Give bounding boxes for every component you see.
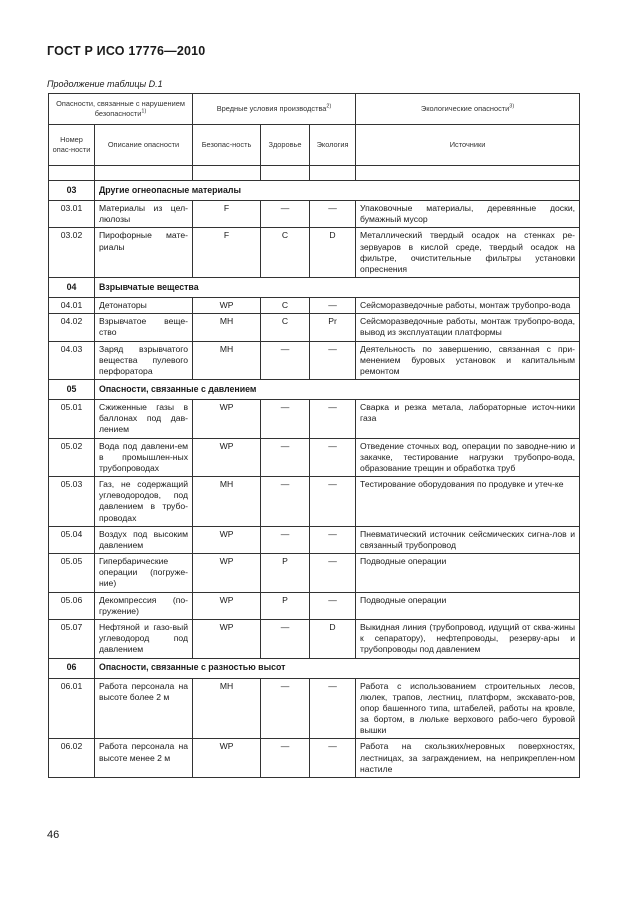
safety-cell: WP <box>193 298 261 314</box>
table-caption: Продолжение таблицы D.1 <box>47 79 163 89</box>
hazard-description: Работа персонала на высоте более 2 м <box>95 678 193 739</box>
ecology-cell: — <box>310 477 356 527</box>
hazard-number: 04.02 <box>49 314 95 341</box>
sources-cell: Выкидная линия (трубопровод, идущий от сква-жины к сепаратору), нефтепроводы, резерву-ары и трубопроводы под давлением <box>356 619 580 658</box>
table-row <box>49 739 580 778</box>
header-ecology: Экология <box>310 125 356 166</box>
safety-cell: WP <box>193 438 261 477</box>
safety-cell: WP <box>193 526 261 553</box>
health-cell: — <box>261 341 310 380</box>
ecology-cell: Pr <box>310 314 356 341</box>
safety-cell: MH <box>193 477 261 527</box>
header-description: Описание опасности <box>95 125 193 166</box>
health-cell: — <box>261 201 310 228</box>
hazard-description: Нефтяной и газо-вый углеводород под давлением <box>95 619 193 658</box>
health-cell: — <box>261 400 310 439</box>
ecology-cell: — <box>310 438 356 477</box>
safety-cell: WP <box>193 619 261 658</box>
safety-cell: F <box>193 201 261 228</box>
sources-cell: Деятельность по завершению, связанная с при-менением буровых установок и капитальным ремонтом <box>356 341 580 380</box>
hazard-number: 05.06 <box>49 592 95 619</box>
health-cell: — <box>261 477 310 527</box>
table-row <box>49 678 580 739</box>
hazard-description: Работа персонала на высоте менее 2 м <box>95 739 193 778</box>
ecology-cell: — <box>310 526 356 553</box>
ecology-cell: — <box>310 298 356 314</box>
sources-cell: Сейсморазведочные работы, монтаж трубопро-вода, вывод из эксплуатации платформы <box>356 314 580 341</box>
ecology-cell: — <box>310 201 356 228</box>
hazard-description: Сжиженные газы в баллонах под дав-лением <box>95 400 193 439</box>
header-safety-hazards: Опасности, связанные с нарушением безопасности$^{1)}$ <box>49 94 193 125</box>
hazard-number: 03.01 <box>49 201 95 228</box>
sources-cell: Металлический твердый осадок на стенках ре-зервуаров в кислой среде, твердый осадок на фильтре, очистительные фильтры установки опреснения <box>356 228 580 278</box>
hazard-description: Газ, не содержащий углеводородов, под давлением в трубо-проводах <box>95 477 193 527</box>
sources-cell: Сейсморазведочные работы, монтаж трубопро-вода <box>356 298 580 314</box>
health-cell: P <box>261 554 310 593</box>
health-cell: — <box>261 438 310 477</box>
hazard-description: Вода под давлени-ем в промышлен-ных трубопроводах <box>95 438 193 477</box>
group-row <box>49 658 580 678</box>
table-row <box>49 438 580 477</box>
hazard-description: Заряд взрывчатого вещества пулевого перфоратора <box>95 341 193 380</box>
group-title: Опасности, связанные с давлением <box>95 380 580 400</box>
safety-cell: MH <box>193 314 261 341</box>
safety-cell: WP <box>193 554 261 593</box>
hazard-description: Взрывчатое веще-ство <box>95 314 193 341</box>
group-code: 05 <box>49 380 95 400</box>
table-row <box>49 477 580 527</box>
health-cell: C <box>261 314 310 341</box>
health-cell: P <box>261 592 310 619</box>
hazard-description: Материалы из цел-люлозы <box>95 201 193 228</box>
hazard-number: 03.02 <box>49 228 95 278</box>
sources-cell: Упаковочные материалы, деревянные доски, бумажный мусор <box>356 201 580 228</box>
table-row <box>49 619 580 658</box>
header-harmful-conditions: Вредные условия производства$^{2)}$ <box>193 94 356 125</box>
health-cell: C <box>261 228 310 278</box>
header-health: Здоровье <box>261 125 310 166</box>
group-row <box>49 380 580 400</box>
hazard-number: 04.03 <box>49 341 95 380</box>
table-row <box>49 201 580 228</box>
table-row <box>49 228 580 278</box>
health-cell: — <box>261 619 310 658</box>
group-code: 04 <box>49 278 95 298</box>
sources-cell: Работа на скользких/неровных поверхностях, лестницах, за заграждением, на неприкреплен-ном настиле <box>356 739 580 778</box>
hazard-number: 06.02 <box>49 739 95 778</box>
hazard-number: 05.01 <box>49 400 95 439</box>
table-row <box>49 554 580 593</box>
hazard-number: 05.02 <box>49 438 95 477</box>
hazard-description: Детонаторы <box>95 298 193 314</box>
table-body <box>49 181 580 778</box>
ecology-cell: — <box>310 678 356 739</box>
safety-cell: MH <box>193 341 261 380</box>
hazard-description: Воздух под высоким давлением <box>95 526 193 553</box>
group-title: Другие огнеопасные материалы <box>95 181 580 201</box>
health-cell: — <box>261 739 310 778</box>
header-number: Номер опас-ности <box>49 125 95 166</box>
group-row <box>49 181 580 201</box>
ecology-cell: — <box>310 592 356 619</box>
header-safety: Безопас-ность <box>193 125 261 166</box>
sources-cell: Сварка и резка метала, лабораторные источ-ники газа <box>356 400 580 439</box>
hazard-table <box>48 93 580 778</box>
sources-cell: Подводные операции <box>356 592 580 619</box>
table-row <box>49 314 580 341</box>
group-title: Опасности, связанные с разностью высот <box>95 658 580 678</box>
safety-cell: F <box>193 228 261 278</box>
hazard-number: 06.01 <box>49 678 95 739</box>
document-title: ГОСТ Р ИСО 17776—2010 <box>47 44 206 58</box>
hazard-description: Декомпрессия (по-гружение) <box>95 592 193 619</box>
hazard-number: 04.01 <box>49 298 95 314</box>
table-row <box>49 526 580 553</box>
table-row <box>49 298 580 314</box>
sources-cell: Работа с использованием строительных лесов, люлек, трапов, лестниц, платформ, экскавато-ров, опор башенного типа, штабелей, работы на кровле, за бортом, в люльке верхового рабо-чего буровой вышки <box>356 678 580 739</box>
hazard-number: 05.03 <box>49 477 95 527</box>
hazard-description: Гипербарические операции (погруже-ние) <box>95 554 193 593</box>
hazard-number: 05.07 <box>49 619 95 658</box>
table-row <box>49 341 580 380</box>
ecology-cell: — <box>310 341 356 380</box>
group-code: 03 <box>49 181 95 201</box>
health-cell: — <box>261 526 310 553</box>
group-row <box>49 278 580 298</box>
page-number: 46 <box>47 829 60 841</box>
sources-cell: Тестирование оборудования по продувке и утеч-ке <box>356 477 580 527</box>
hazard-number: 05.04 <box>49 526 95 553</box>
safety-cell: WP <box>193 592 261 619</box>
health-cell: C <box>261 298 310 314</box>
table-row <box>49 400 580 439</box>
header-ecological-hazards: Экологические опасности$^{3)}$ <box>356 94 580 125</box>
header-sources: Источники <box>356 125 580 166</box>
ecology-cell: — <box>310 554 356 593</box>
sources-cell: Подводные операции <box>356 554 580 593</box>
ecology-cell: D <box>310 619 356 658</box>
group-code: 06 <box>49 658 95 678</box>
health-cell: — <box>261 678 310 739</box>
group-title: Взрывчатые вещества <box>95 278 580 298</box>
sources-cell: Пневматический источник сейсмических сигна-лов и связанный трубопровод <box>356 526 580 553</box>
ecology-cell: D <box>310 228 356 278</box>
safety-cell: WP <box>193 400 261 439</box>
hazard-description: Пирофорные мате-риалы <box>95 228 193 278</box>
safety-cell: MH <box>193 678 261 739</box>
sources-cell: Отведение сточных вод, операции по заводне-нию и закачке, тестирование нагрузки трубопро-вода, образование трещин и обработка труб <box>356 438 580 477</box>
ecology-cell: — <box>310 739 356 778</box>
ecology-cell: — <box>310 400 356 439</box>
hazard-number: 05.05 <box>49 554 95 593</box>
table-row <box>49 592 580 619</box>
safety-cell: WP <box>193 739 261 778</box>
